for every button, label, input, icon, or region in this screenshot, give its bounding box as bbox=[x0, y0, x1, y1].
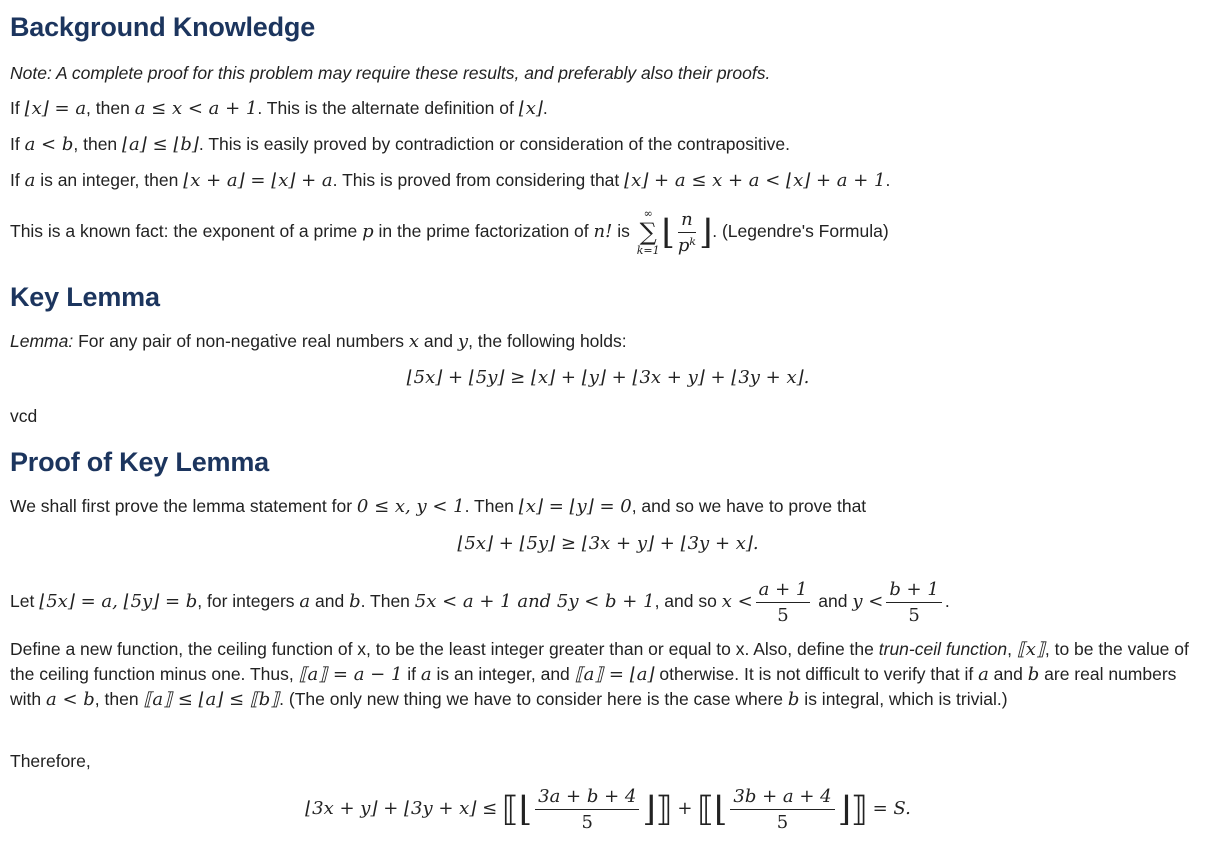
text: , then bbox=[73, 134, 123, 154]
bracket-open: ⟦⌊ bbox=[502, 789, 533, 830]
text: . This is easily proved by contradiction or consideration of the contrapositive. bbox=[198, 134, 791, 154]
text: , for integers bbox=[197, 591, 300, 611]
math: ⌊5x⌋ = a, ⌊5y⌋ = b bbox=[39, 591, 198, 612]
math: b bbox=[787, 689, 800, 710]
text: is integral, which is trivial.) bbox=[799, 689, 1008, 709]
math: ⌊x⌋ = a bbox=[24, 98, 87, 119]
math: a bbox=[24, 170, 36, 191]
proof-line-2 bbox=[10, 570, 950, 633]
math: ⟦a⟧ ≤ ⌊a⌋ ≤ ⟦b⟧ bbox=[143, 689, 280, 710]
text: This is a known fact: the exponent of a prime bbox=[10, 221, 363, 241]
text: in the prime factorization of bbox=[373, 221, 594, 241]
text: If bbox=[10, 170, 25, 190]
text: , then bbox=[86, 98, 135, 118]
trun-ceil-paragraph bbox=[10, 637, 1206, 712]
lemma-heading: Key Lemma bbox=[10, 282, 160, 312]
text: is bbox=[612, 221, 635, 241]
fraction bbox=[886, 579, 942, 626]
therefore-text: Therefore, bbox=[10, 751, 91, 771]
math: y bbox=[457, 331, 469, 352]
fraction bbox=[756, 579, 811, 626]
numerator: b + 1 bbox=[886, 579, 942, 603]
numerator: 3a + b + 4 bbox=[535, 786, 639, 810]
text: , the following holds: bbox=[468, 331, 627, 351]
text: . bbox=[885, 170, 891, 190]
lemma-statement bbox=[10, 330, 627, 353]
denominator: 5 bbox=[908, 604, 920, 626]
math: ⌊x⌋ + a ≤ x + a < ⌊x⌋ + a + 1 bbox=[624, 170, 886, 191]
summation bbox=[637, 207, 660, 257]
fraction bbox=[678, 209, 696, 256]
math: 5x < a + 1 and 5y < b + 1 bbox=[414, 591, 655, 612]
text: are real numbers with bbox=[10, 664, 1177, 709]
text: We shall first prove the lemma statement for bbox=[10, 496, 357, 516]
math: a bbox=[299, 591, 311, 612]
background-line-2 bbox=[10, 133, 790, 156]
math: ⌊x⌋ = ⌊y⌋ = 0 bbox=[518, 496, 632, 517]
sigma: ∑ bbox=[639, 218, 657, 247]
math: ⟦x⟧ bbox=[1016, 639, 1045, 660]
math: ⟦a⟧ = ⌊a⌋ bbox=[574, 664, 655, 685]
text: . bbox=[542, 98, 548, 118]
text: If bbox=[10, 98, 25, 118]
text: is an integer, and bbox=[431, 664, 575, 684]
math: ⌊3x + y⌋ + ⌊3y + x⌋ ≤ bbox=[305, 798, 498, 820]
sum-lower: k=1 bbox=[636, 244, 660, 258]
math: 0 ≤ x, y < 1 bbox=[356, 496, 465, 517]
text: . (The only new thing we have to consider here is the case where bbox=[279, 689, 788, 709]
text: . This is the alternate definition of bbox=[257, 98, 519, 118]
math: ⟦a⟧ = a − 1 bbox=[298, 664, 403, 685]
math: p bbox=[362, 221, 374, 242]
sum-upper: ∞ bbox=[643, 207, 653, 221]
plus: + bbox=[677, 798, 693, 820]
math: x bbox=[408, 331, 419, 352]
math: ⌊a⌋ ≤ ⌊b⌋ bbox=[122, 134, 199, 155]
background-note bbox=[10, 62, 770, 84]
denominator: pᵏ bbox=[677, 234, 696, 256]
note-text: Note: A complete proof for this problem may require these results, and preferably also their proofs. bbox=[10, 63, 771, 83]
text: , and so we have to prove that bbox=[631, 496, 867, 516]
text: , to be the value of the ceiling function minus one. Thus, bbox=[10, 639, 1189, 684]
text: . bbox=[944, 591, 950, 611]
text: If bbox=[10, 134, 25, 154]
proof-line-1 bbox=[10, 495, 866, 518]
text: , and so bbox=[654, 591, 722, 611]
text: Define a new function, the ceiling function of x, to be the least integer greater than or equal to x. Also, define the bbox=[10, 639, 879, 659]
math: a < b bbox=[45, 689, 95, 710]
numerator: n bbox=[678, 209, 696, 233]
text: Let bbox=[10, 591, 40, 611]
math: x < bbox=[721, 591, 753, 612]
proof-equation-1: ⌊5x⌋ + ⌊5y⌋ ≥ ⌊3x + y⌋ + ⌊3y + x⌋. bbox=[457, 533, 759, 554]
text: and bbox=[418, 331, 458, 351]
text: if bbox=[402, 664, 421, 684]
text: and bbox=[813, 591, 853, 611]
math: b bbox=[349, 591, 361, 612]
bracket-close: ⌋⟧ bbox=[642, 789, 673, 830]
bracket-open: ⟦⌊ bbox=[697, 789, 728, 830]
denominator: 5 bbox=[776, 812, 789, 833]
text: . (Legendre's Formula) bbox=[712, 221, 889, 241]
math: = S. bbox=[872, 798, 911, 820]
text: is an integer, then bbox=[35, 170, 184, 190]
proof-heading: Proof of Key Lemma bbox=[10, 447, 269, 477]
text: and bbox=[310, 591, 350, 611]
math: ⌊x⌋ bbox=[518, 98, 543, 119]
denominator: 5 bbox=[581, 812, 593, 833]
lemma-label: Lemma: bbox=[10, 331, 74, 351]
math: ⌊x + a⌋ = ⌊x⌋ + a bbox=[183, 170, 333, 191]
background-line-3 bbox=[10, 169, 890, 192]
bracket-close: ⌋⟧ bbox=[837, 789, 868, 830]
math: a ≤ x < a + 1 bbox=[134, 98, 258, 119]
proof-equation-2 bbox=[0, 786, 1216, 833]
math: a bbox=[420, 664, 432, 685]
floor-left: ⌊ bbox=[661, 212, 675, 253]
fraction bbox=[730, 786, 834, 833]
text: . Then bbox=[464, 496, 519, 516]
numerator: 3b + a + 4 bbox=[730, 786, 834, 810]
background-heading: Background Knowledge bbox=[10, 12, 316, 42]
text: and bbox=[988, 664, 1028, 684]
text: . This is proved from considering that bbox=[332, 170, 625, 190]
text: . Then bbox=[360, 591, 415, 611]
math: y < bbox=[852, 591, 884, 612]
denominator: 5 bbox=[777, 604, 789, 626]
background-line-1 bbox=[10, 97, 548, 120]
floor-right: ⌋ bbox=[698, 212, 713, 253]
text: For any pair of non-negative real numbers bbox=[73, 331, 409, 351]
text: otherwise. It is not difficult to verify that if bbox=[654, 664, 979, 684]
numerator: a + 1 bbox=[756, 579, 811, 603]
text: , then bbox=[94, 689, 144, 709]
text: , bbox=[1007, 639, 1017, 659]
math: a < b bbox=[24, 134, 74, 155]
legendre-line bbox=[10, 196, 889, 267]
fraction bbox=[535, 786, 639, 833]
term: trun-ceil function bbox=[878, 639, 1008, 659]
math: a bbox=[978, 664, 989, 685]
math: b bbox=[1027, 664, 1040, 685]
lemma-equation: ⌊5x⌋ + ⌊5y⌋ ≥ ⌊x⌋ + ⌊y⌋ + ⌊3x + y⌋ + ⌊3y + x⌋. bbox=[406, 367, 810, 388]
lemma-after: vcd bbox=[10, 406, 38, 426]
math: n! bbox=[593, 221, 613, 242]
